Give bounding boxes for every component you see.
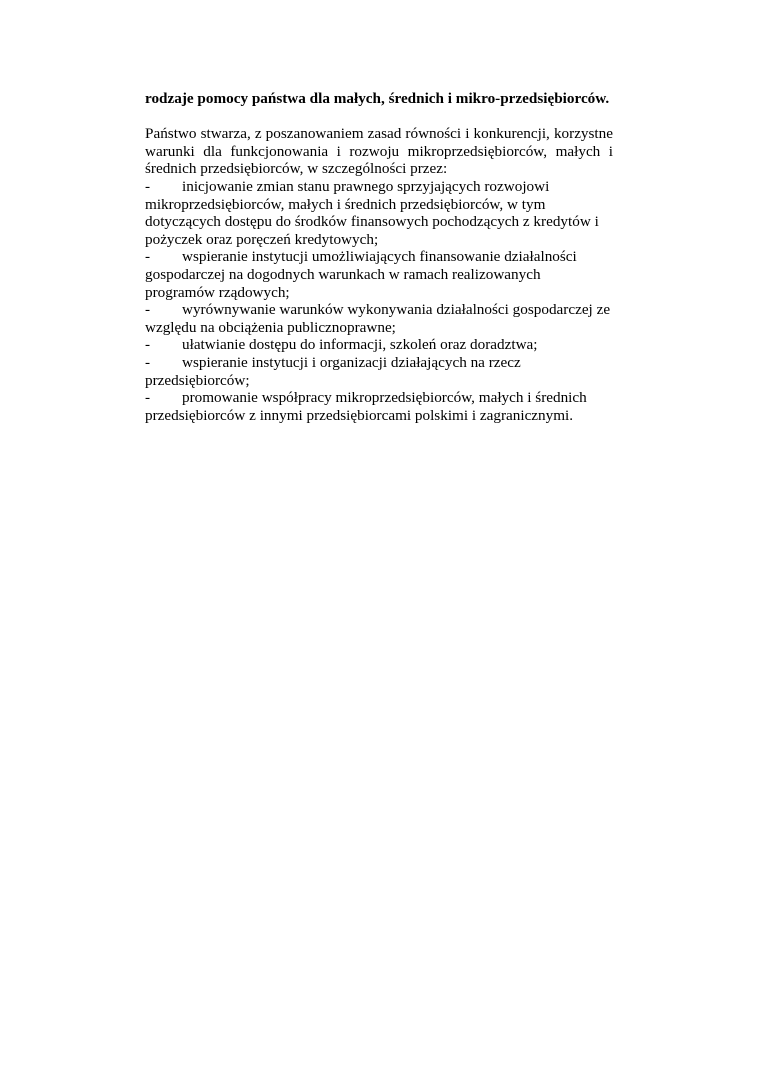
list-item <box>145 336 613 354</box>
list-item-text: wyrównywanie warunków wykonywania działalności gospodarczej ze względu na obciążenia publicznoprawne; <box>145 301 611 336</box>
list-item-text: ułatwianie dostępu do informacji, szkoleń oraz doradztwa; <box>182 336 538 354</box>
list-bullet: - <box>145 301 151 319</box>
list-bullet: - <box>145 336 151 354</box>
list-bullet: - <box>145 248 151 266</box>
list-item <box>145 178 613 248</box>
intro-paragraph: Państwo stwarza, z poszanowaniem zasad równości i konkurencji, korzystne warunki dla funkcjonowania i rozwoju mikroprzedsiębiorców, małych i średnich przedsiębiorców, w szczególności przez: <box>145 125 613 178</box>
section-heading: rodzaje pomocy państwa dla małych, średnich i mikro-przedsiębiorców. <box>145 90 610 107</box>
measures-list <box>145 178 613 424</box>
list-bullet: - <box>145 353 151 371</box>
list-bullet: - <box>145 389 151 407</box>
list-item <box>145 248 613 301</box>
list-item-text: wspieranie instytucji i organizacji działających na rzecz przedsiębiorców; <box>145 353 521 389</box>
document-body <box>145 90 613 424</box>
list-item-text: promowanie współpracy mikroprzedsiębiorców, małych i średnich przedsiębiorców z innymi przedsiębiorcami polskimi i zagranicznymi. <box>145 389 587 424</box>
list-item <box>145 354 613 389</box>
list-item <box>145 389 613 424</box>
list-item <box>145 301 613 336</box>
list-item-text: inicjowanie zmian stanu prawnego sprzyjających rozwojowi mikroprzedsiębiorców, małych i średnich przedsiębiorców, w tym dotyczących dostępu do środków finansowych pochodzących z kredytów i pożyczek oraz poręczeń kredytowych; <box>145 177 599 248</box>
list-item-text: wspieranie instytucji umożliwiających finansowanie działalności gospodarczej na dogodnych warunkach w ramach realizowanych programów rządowych; <box>145 248 577 301</box>
list-bullet: - <box>145 177 151 195</box>
